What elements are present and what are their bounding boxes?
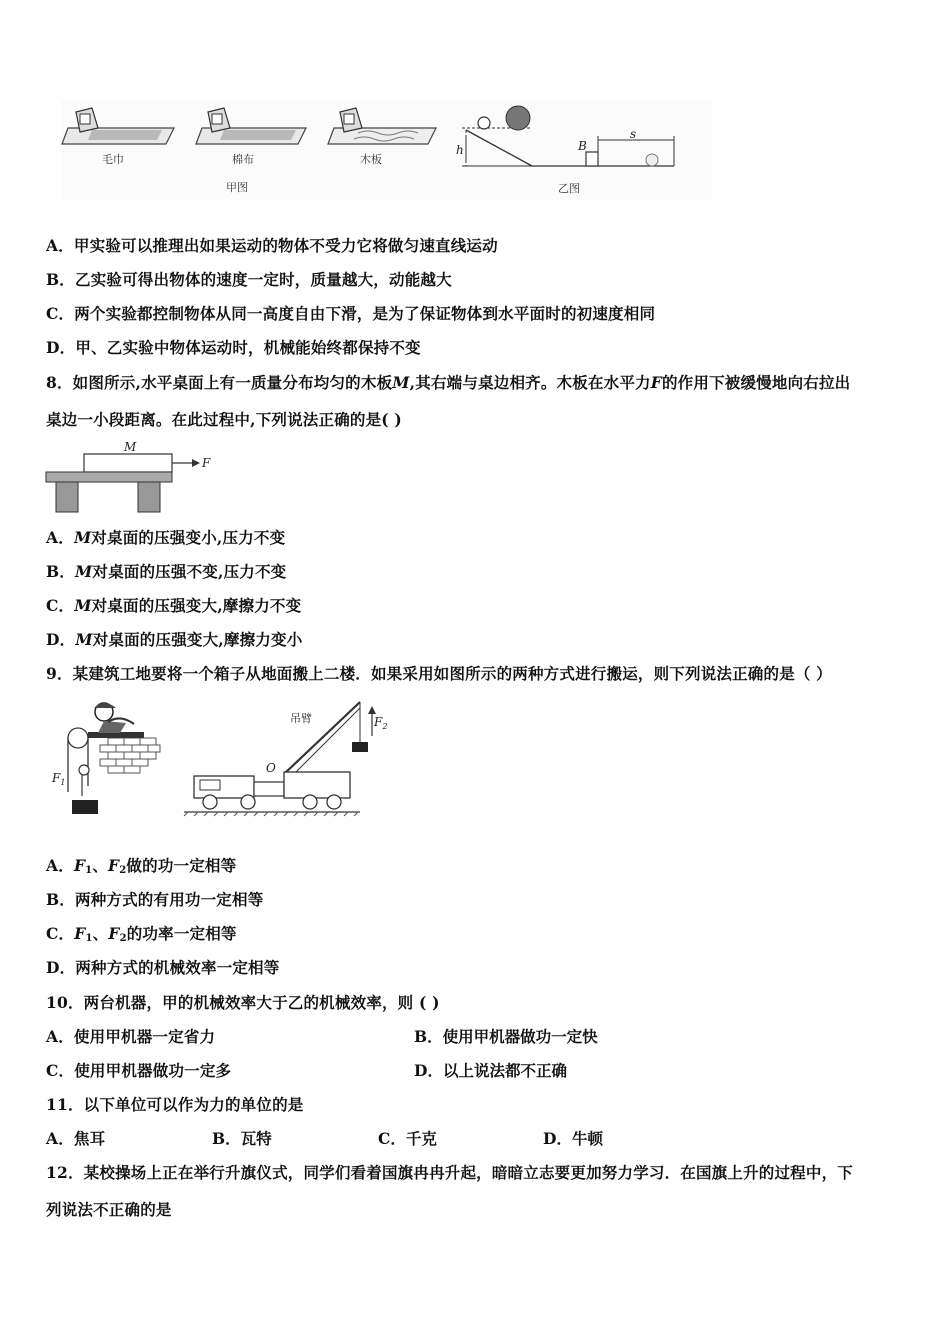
label-wood: 木板	[360, 153, 382, 166]
q10-stem: 10．两台机器，甲的机械效率大于乙的机械效率，则 ( )	[46, 993, 440, 1012]
var-s: s	[630, 127, 637, 141]
q9-option-a: A．$F_1$、$F_2$做的功一定相等	[46, 856, 237, 876]
q11-stem: 11．以下单位可以作为力的单位的是	[46, 1095, 304, 1114]
brick-wall	[100, 738, 160, 773]
q9-option-c: C．$F_1$、$F_2$的功率一定相等	[46, 924, 237, 944]
q7-option-b: B．乙实验可得出物体的速度一定时，质量越大，动能越大	[46, 270, 452, 289]
q11-option-d: D．牛顿	[543, 1129, 603, 1148]
q8-option-d: D．M对桌面的压强变大,摩擦力变小	[46, 630, 303, 649]
caption-jia: 甲图	[226, 181, 248, 194]
label-towel: 毛巾	[102, 153, 124, 166]
q8-stem-line1: 8．如图所示,水平桌面上有一质量分布均匀的木板M,其右端与桌边相齐。木板在水平力F的作用下被缓慢地向右拉出	[46, 373, 851, 392]
q9-option-d: D．两种方式的机械效率一定相等	[46, 958, 280, 977]
q11-option-b: B．瓦特	[212, 1129, 272, 1148]
q11-option-a: A．焦耳	[46, 1129, 106, 1148]
q8-option-c: C．M对桌面的压强变大,摩擦力不变	[46, 596, 302, 615]
q9-label-boom: 吊臂	[290, 712, 312, 725]
q8-label-M: M	[124, 440, 137, 454]
q12-stem-line2: 列说法不正确的是	[46, 1200, 172, 1219]
label-cotton: 棉布	[232, 153, 254, 166]
q7-option-c: C．两个实验都控制物体从同一高度自由下滑，是为了保证物体到水平面时的初速度相同	[46, 304, 656, 323]
q9-label-F2: $F_2$	[374, 715, 388, 731]
q8-label-F: F	[202, 456, 211, 470]
q8-figure	[44, 442, 214, 512]
q9-figure-crane	[184, 696, 388, 821]
q7-figure	[62, 100, 712, 200]
q11-option-c: C．千克	[378, 1129, 437, 1148]
q7-option-a: A．甲实验可以推理出如果运动的物体不受力它将做匀速直线运动	[46, 236, 498, 255]
q9-option-b: B．两种方式的有用功一定相等	[46, 890, 264, 909]
q8-option-b: B．M对桌面的压强不变,压力不变	[46, 562, 287, 581]
q10-option-a: A．使用甲机器一定省力	[46, 1027, 216, 1046]
q10-option-b: B．使用甲机器做功一定快	[414, 1027, 598, 1046]
var-h: h	[456, 143, 464, 157]
q10-option-d: D．以上说法都不正确	[414, 1061, 567, 1080]
q7-option-d: D．甲、乙实验中物体运动时，机械能始终都保持不变	[46, 338, 421, 357]
caption-yi: 乙图	[558, 182, 580, 195]
var-B: B	[578, 139, 587, 153]
q10-option-c: C．使用甲机器做功一定多	[46, 1061, 232, 1080]
q9-label-F1: $F_1$	[52, 771, 66, 787]
q9-figure-worker	[48, 696, 168, 821]
q9-stem: 9．某建筑工地要将一个箱子从地面搬上二楼．如果采用如图所示的两种方式进行搬运，则下列说法正确的是（ ）	[46, 664, 832, 683]
q12-stem-line1: 12．某校操场上正在举行升旗仪式，同学们看着国旗冉冉升起，暗暗立志要更加努力学习．在国旗上升的过程中，下	[46, 1163, 853, 1182]
q8-option-a: A．M对桌面的压强变小,压力不变	[46, 528, 286, 547]
q9-label-O: O	[266, 761, 276, 775]
q8-stem-line2: 桌边一小段距离。在此过程中,下列说法正确的是( )	[46, 410, 402, 429]
